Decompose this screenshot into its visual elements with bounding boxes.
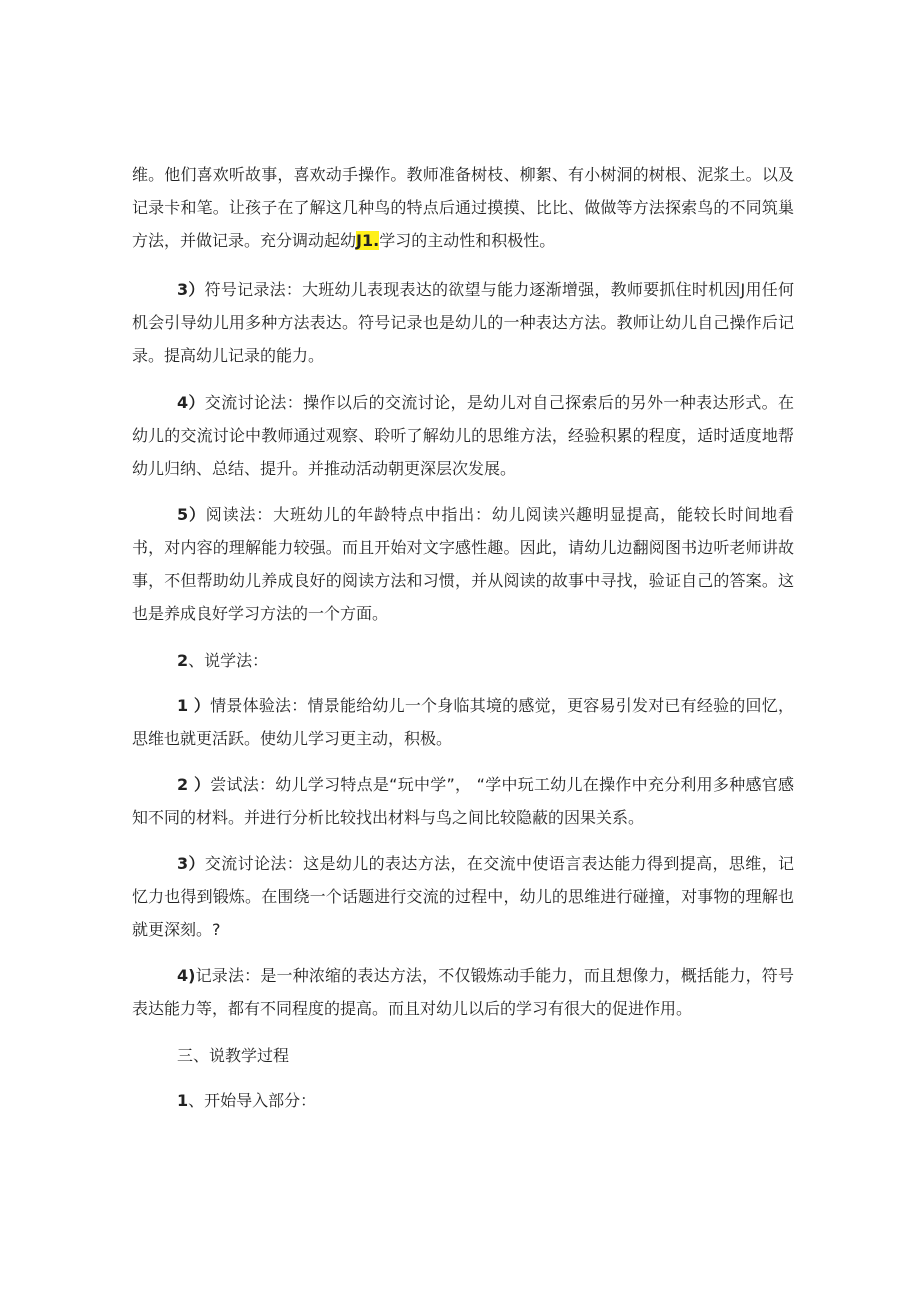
paragraph-recording <box>132 959 794 1025</box>
paragraph-intro-tail: 学习的主动性和积极性。 <box>379 231 556 250</box>
item-number: 3） <box>177 280 205 299</box>
section-heading-introduction <box>132 1084 794 1117</box>
paragraph-intro-text: 维。他们喜欢听故事，喜欢动手操作。教师准备树枝、柳絮、有小树洞的树根、泥浆土。以及记录卡和笔。让孩子在了解这几种鸟的特点后通过摸摸、比比、做做等方法探索鸟的不同筑巢方法，并做记录。充分调动起幼 <box>132 165 794 250</box>
item-number: 4) <box>177 966 196 985</box>
paragraph-text: 记录法：是一种浓缩的表达方法，不仅锻炼动手能力，而且想像力，概括能力，符号表达能力等，都有不同程度的提高。而且对幼儿以后的学习有很大的促进作用。 <box>132 966 794 1018</box>
section-heading-learning-methods <box>132 644 794 677</box>
paragraph-symbol-recording <box>132 273 794 372</box>
paragraph-text: 符号记录法：大班幼儿表现表达的欲望与能力逐渐增强，教师要抓住时机因J用任何机会引导幼儿用多种方法表达。符号记录也是幼儿的一种表达方法。教师让幼儿自己操作后记录。提高幼儿记录的能力。 <box>132 280 794 365</box>
paragraph-text: 情景体验法：情景能给幼儿一个身临其境的感觉，更容易引发对已有经验的回忆，思维也就更活跃。使幼儿学习更主动，积极。 <box>132 696 794 748</box>
item-number: 4） <box>177 393 205 412</box>
item-number: 2 ） <box>177 775 211 794</box>
item-number: 1 ） <box>177 696 211 715</box>
heading-number: 1 <box>177 1091 189 1110</box>
item-number: 5） <box>177 505 206 524</box>
heading-number: 2 <box>177 651 189 670</box>
paragraph-text: 阅读法：大班幼儿的年龄特点中指出：幼儿阅读兴趣明显提高，能较长时间地看书，对内容的理解能力较强。而且开始对文字感性趣。因此，请幼儿边翻阅图书边听老师讲故事，不但帮助幼儿养成良好的阅读方法和习惯，并从阅读的故事中寻找，验证自己的答案。这也是养成良好学习方法的一个方面。 <box>132 505 794 623</box>
heading-text: 、开始导入部分： <box>188 1091 317 1110</box>
paragraph-reading <box>132 498 794 630</box>
paragraph-text: 交流讨论法：操作以后的交流讨论，是幼儿对自己探索后的另外一种表达形式。在幼儿的交流讨论中教师通过观察、聆听了解幼儿的思维方法，经验积累的程度，适时适度地帮幼儿归纳、总结、提升。并推动活动朝更深层次发展。 <box>132 393 794 478</box>
heading-text: 、说学法： <box>188 651 269 670</box>
item-number: 3） <box>177 854 205 873</box>
paragraph-text: 尝试法：幼儿学习特点是“玩中学”， “学中玩工幼儿在操作中充分利用多种感官感知不同的材料。并进行分析比较找出材料与鸟之间比较隐蔽的因果关系。 <box>132 775 794 827</box>
highlighted-text: J1. <box>356 231 380 250</box>
paragraph-trial <box>132 768 794 834</box>
paragraph-situational <box>132 689 794 755</box>
paragraph-exchange <box>132 847 794 946</box>
paragraph-text: 交流讨论法：这是幼儿的表达方法，在交流中使语言表达能力得到提高，思维，记忆力也得到锻炼。在围绕一个话题进行交流的过程中，幼儿的思维进行碰撞，对事物的理解也就更深刻。? <box>132 854 794 939</box>
section-heading-teaching-process <box>132 1039 794 1072</box>
paragraph-discussion <box>132 386 794 485</box>
paragraph-intro <box>132 158 794 257</box>
heading-text: 三、说教学过程 <box>177 1046 290 1065</box>
